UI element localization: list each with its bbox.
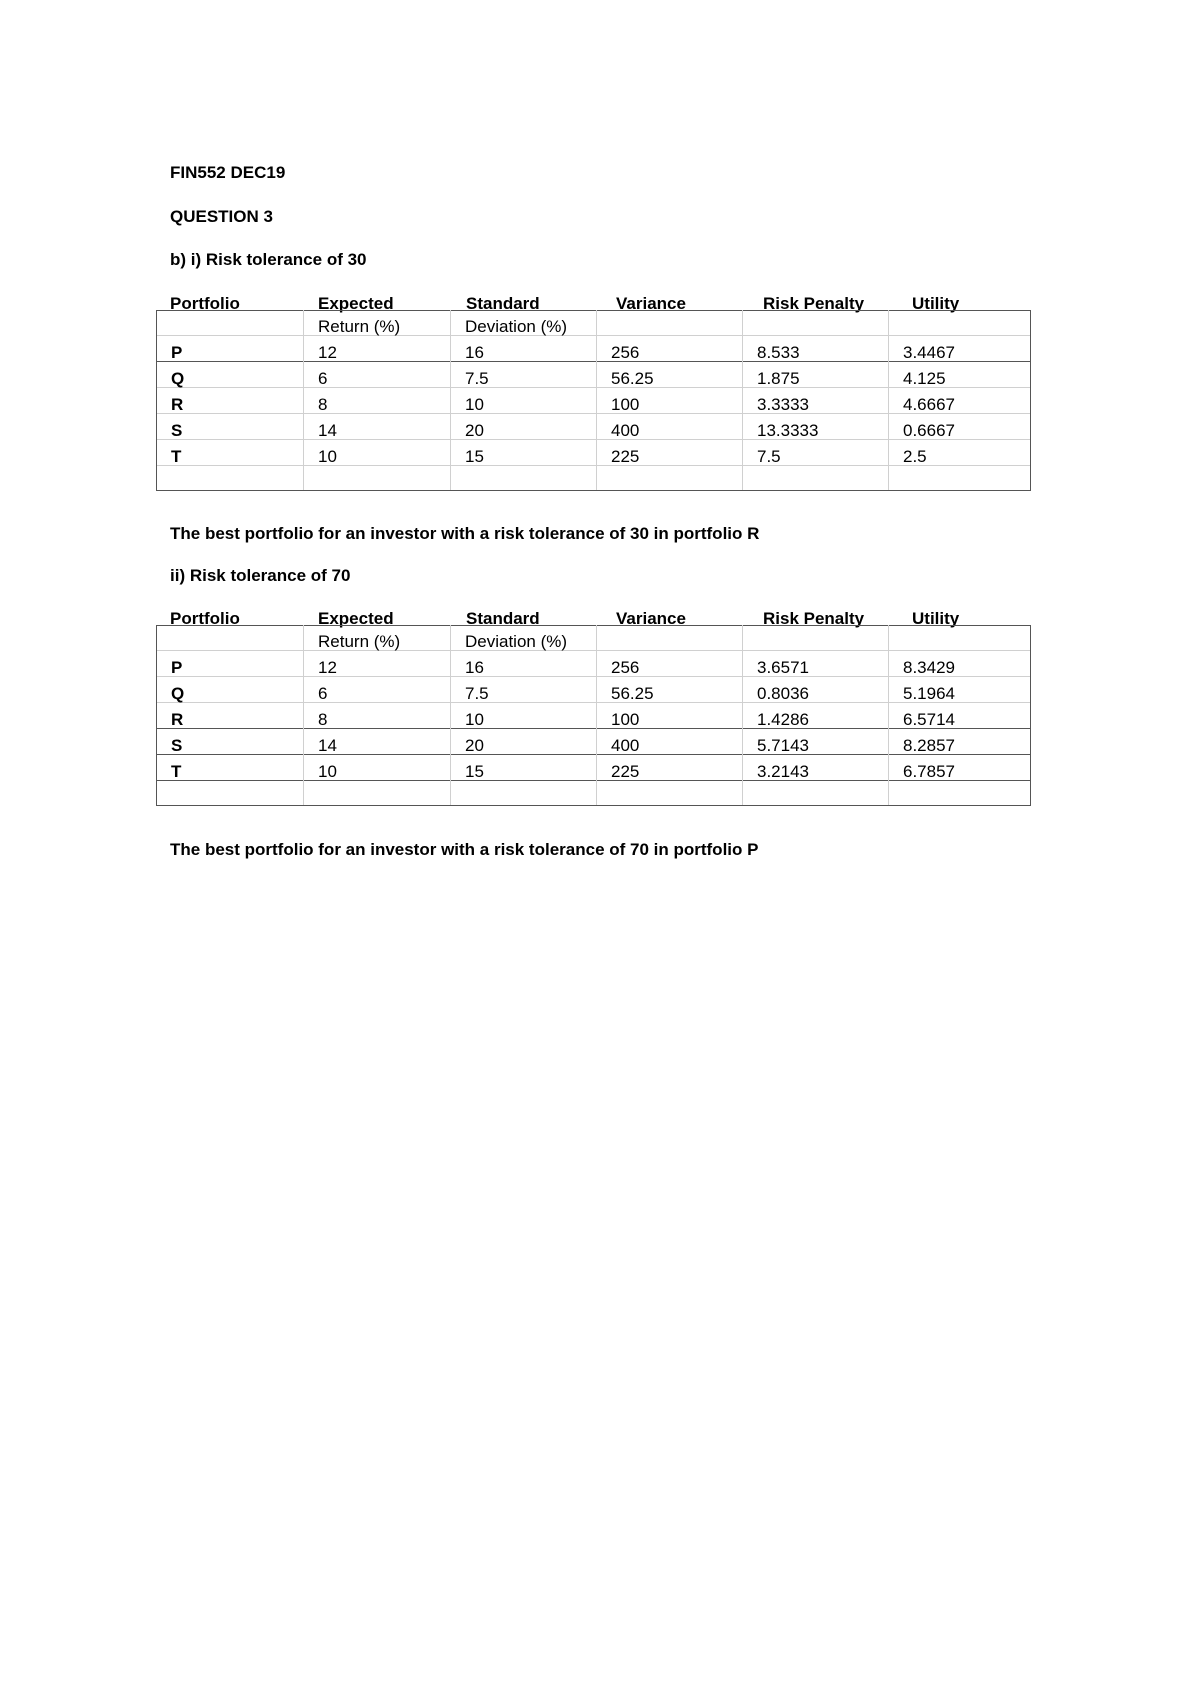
utility-cell: 4.125 <box>889 362 1031 388</box>
conclusion-ii: The best portfolio for an investor with a risk tolerance of 70 in portfolio P <box>170 840 759 859</box>
header-portfolio: Portfolio <box>170 609 240 628</box>
portfolio-cell: P <box>157 651 304 677</box>
part-ii-heading: ii) Risk tolerance of 70 <box>170 566 351 585</box>
std-cell: 7.5 <box>451 677 597 703</box>
table-row <box>157 311 1031 336</box>
portfolio-cell: R <box>157 703 304 729</box>
header-utility: Utility <box>912 294 960 313</box>
header-expected-sub: Return (%) <box>318 632 401 651</box>
table-row <box>157 781 1031 806</box>
portfolio-cell: P <box>157 336 304 362</box>
portfolio-cell: R <box>157 388 304 414</box>
header-variance: Variance <box>616 609 686 628</box>
expected-cell: 10 <box>304 440 451 466</box>
expected-cell: 6 <box>304 677 451 703</box>
expected-cell: 14 <box>304 414 451 440</box>
variance-cell: 100 <box>597 388 743 414</box>
header-expected: Expected <box>318 294 394 313</box>
expected-cell: 6 <box>304 362 451 388</box>
utility-cell: 3.4467 <box>889 336 1031 362</box>
std-cell: 20 <box>451 729 597 755</box>
std-cell: 16 <box>451 336 597 362</box>
portfolio-cell: Q <box>157 677 304 703</box>
header-utility: Utility <box>912 609 960 628</box>
utility-cell: 6.5714 <box>889 703 1031 729</box>
variance-cell: 400 <box>597 414 743 440</box>
header-risk-penalty: Risk Penalty <box>763 294 865 313</box>
table-row <box>157 388 1031 414</box>
std-cell: 7.5 <box>451 362 597 388</box>
header-expected-sub: Return (%) <box>318 317 401 336</box>
table-row <box>157 414 1031 440</box>
table-row <box>157 336 1031 362</box>
portfolio-cell: T <box>157 755 304 781</box>
header-standard: Standard <box>466 294 540 313</box>
utility-table-2 <box>156 609 1030 819</box>
portfolio-cell: Q <box>157 362 304 388</box>
variance-cell: 56.25 <box>597 362 743 388</box>
table-row <box>157 440 1031 466</box>
portfolio-cell: S <box>157 729 304 755</box>
expected-cell: 12 <box>304 336 451 362</box>
utility-cell: 6.7857 <box>889 755 1031 781</box>
utility-cell: 2.5 <box>889 440 1031 466</box>
question-heading: QUESTION 3 <box>170 207 273 226</box>
std-cell: 16 <box>451 651 597 677</box>
utility-table-1 <box>156 294 1030 504</box>
penalty-cell: 13.3333 <box>743 414 889 440</box>
expected-cell: 8 <box>304 388 451 414</box>
doc-code: FIN552 DEC19 <box>170 163 286 182</box>
utility-cell: 8.3429 <box>889 651 1031 677</box>
table-2-grid <box>156 625 1031 806</box>
variance-cell: 256 <box>597 336 743 362</box>
std-cell: 10 <box>451 388 597 414</box>
penalty-cell: 7.5 <box>743 440 889 466</box>
table-row <box>157 729 1031 755</box>
utility-cell: 4.6667 <box>889 388 1031 414</box>
penalty-cell: 3.2143 <box>743 755 889 781</box>
variance-cell: 100 <box>597 703 743 729</box>
header-standard-sub: Deviation (%) <box>465 317 568 336</box>
table-row <box>157 626 1031 651</box>
penalty-cell: 1.4286 <box>743 703 889 729</box>
penalty-cell: 3.3333 <box>743 388 889 414</box>
penalty-cell: 8.533 <box>743 336 889 362</box>
std-cell: 20 <box>451 414 597 440</box>
table-row <box>157 651 1031 677</box>
expected-cell: 8 <box>304 703 451 729</box>
penalty-cell: 5.7143 <box>743 729 889 755</box>
utility-cell: 0.6667 <box>889 414 1031 440</box>
variance-cell: 56.25 <box>597 677 743 703</box>
table-row <box>157 677 1031 703</box>
portfolio-cell: T <box>157 440 304 466</box>
penalty-cell: 0.8036 <box>743 677 889 703</box>
std-cell: 15 <box>451 440 597 466</box>
header-portfolio: Portfolio <box>170 294 240 313</box>
table-1-grid <box>156 310 1031 491</box>
variance-cell: 225 <box>597 755 743 781</box>
std-cell: 10 <box>451 703 597 729</box>
penalty-cell: 3.6571 <box>743 651 889 677</box>
expected-cell: 14 <box>304 729 451 755</box>
expected-cell: 10 <box>304 755 451 781</box>
table-row <box>157 703 1031 729</box>
penalty-cell: 1.875 <box>743 362 889 388</box>
utility-cell: 5.1964 <box>889 677 1031 703</box>
header-risk-penalty: Risk Penalty <box>763 609 865 628</box>
header-expected: Expected <box>318 609 394 628</box>
variance-cell: 225 <box>597 440 743 466</box>
header-standard-sub: Deviation (%) <box>465 632 568 651</box>
portfolio-cell: S <box>157 414 304 440</box>
variance-cell: 256 <box>597 651 743 677</box>
std-cell: 15 <box>451 755 597 781</box>
variance-cell: 400 <box>597 729 743 755</box>
header-standard: Standard <box>466 609 540 628</box>
header-variance: Variance <box>616 294 686 313</box>
table-row <box>157 466 1031 491</box>
part-i-heading: b) i) Risk tolerance of 30 <box>170 250 367 269</box>
table-row <box>157 362 1031 388</box>
table-row <box>157 755 1031 781</box>
utility-cell: 8.2857 <box>889 729 1031 755</box>
conclusion-i: The best portfolio for an investor with a risk tolerance of 30 in portfolio R <box>170 524 760 543</box>
expected-cell: 12 <box>304 651 451 677</box>
